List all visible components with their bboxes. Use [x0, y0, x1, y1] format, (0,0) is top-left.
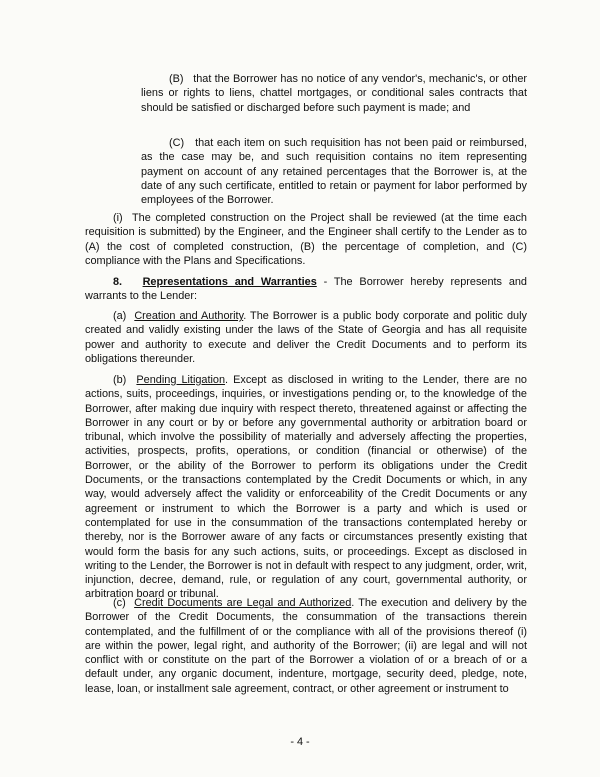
- paragraph-a-title: Creation and Authority: [134, 310, 244, 322]
- paragraph-b: [141, 72, 527, 115]
- paragraph-c-credit-label: (c): [113, 597, 126, 609]
- section-8-title: Representations and Warranties: [142, 276, 317, 288]
- paragraph-c-credit: [85, 596, 527, 696]
- section-8-number: 8.: [113, 276, 123, 288]
- paragraph-i: [85, 211, 527, 268]
- paragraph-c-label: (C): [169, 137, 185, 149]
- paragraph-c-credit-text: . The execution and delivery by the Borrower of the Credit Documents, the consummation of the transactions therein contemplated, and the fulfillment of or the compliance with all of the provisions thereof (i) are within the power, legal right, and authority of the Borrower; (ii) are legal and will not conflict with or constitute on the part of the Borrower a violation of or a breach of or a default under, any organic document, indenture, mortgage, security deed, pledge, note, lease, loan, or installment sale agreement, contract, or other agreement or instrument to: [85, 597, 527, 695]
- paragraph-b-litigation-label: (b): [113, 374, 127, 386]
- paragraph-b-label: (B): [169, 73, 184, 85]
- paragraph-a: [85, 309, 527, 366]
- paragraph-i-text: The completed construction on the Project shall be reviewed (at the time each requisition is submitted) by the Engineer, and the Engineer shall certify to the Lender as to (A) the cost of completed construction, (B) the percentage of completion, and (C) compliance with the Plans and Specifications.: [85, 212, 527, 267]
- paragraph-b-text: that the Borrower has no notice of any vendor's, mechanic's, or other liens or rights to liens, chattel mortgages, or conditional sales contracts that should be satisfied or discharged before such payment is made; and: [141, 73, 527, 114]
- paragraph-i-label: (i): [113, 212, 123, 224]
- section-8-heading: [85, 275, 527, 304]
- paragraph-b-litigation: [85, 373, 527, 602]
- page-number: - 4 -: [290, 736, 310, 748]
- paragraph-c-text: that each item on such requisition has not been paid or reimbursed, as the case may be, and such requisition contains no item representing payment on account of any retained percentages that the Borrower is, at the date of any such certificate, entitled to retain or payment for labor performed by employees of the Borrower.: [141, 137, 528, 207]
- paragraph-c-credit-title: Credit Documents are Legal and Authorized: [134, 597, 352, 609]
- paragraph-c: [141, 136, 527, 207]
- section-8-text: - The Borrower hereby represents and warrants to the Lender:: [85, 276, 527, 303]
- paragraph-a-text: . The Borrower is a public body corporate and politic duly created and validly existing under the laws of the State of Georgia and has all requisite power and authority to execute and deliver the Credit Documents and to perform its obligations thereunder.: [85, 310, 527, 365]
- paragraph-a-label: (a): [113, 310, 127, 322]
- paragraph-b-litigation-title: Pending Litigation: [136, 374, 226, 386]
- paragraph-b-litigation-text: . Except as disclosed in writing to the Lender, there are no actions, suits, proceedings, inquiries, or investigations pending or, to the knowledge of the Borrower, after making due inquiry with respect thereto, threatened against or affecting the Borrower in any court or by or before any governmental authority or arbitration board or tribunal, which involve the possibility of materially and adversely affecting the properties, activities, prospects, profits, operations, or condition (financial or otherwise) of the Borrower, or the ability of the Borrower to perform its obligations under the Credit Documents, or the transactions contemplated by the Credit Documents or which, in any way, would adversely affect the validity or enforceability of the Credit Documents or any agreement or instrument to which the Borrower is a party and which is used or contemplated for use in the consummation of the transactions contemplated hereby or thereby, nor is the Borrower aware of any facts or circumstances presently existing that would form the basis for any such actions, suits, or proceedings. Except as disclosed in writing to the Lender, the Borrower is not in default with respect to any judgment, order, writ, injunction, decree, demand, rule, or regulation of any court, governmental authority, or arbitration board or tribunal.: [85, 374, 527, 601]
